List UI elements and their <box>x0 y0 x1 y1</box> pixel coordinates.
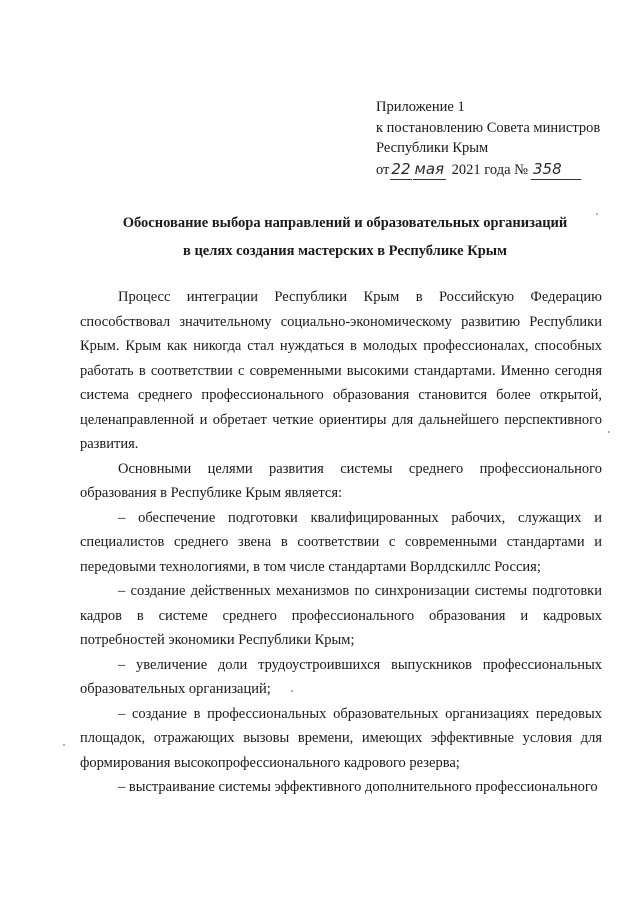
appendix-resolution-line: к постановлению Совета министров <box>376 119 601 136</box>
document-title <box>80 209 610 265</box>
scan-speck <box>291 690 293 692</box>
number-label: № <box>514 161 528 178</box>
appendix-title: Приложение 1 <box>376 99 465 115</box>
title-line-1: Обоснование выбора направлений и образовательных организаций <box>122 215 568 231</box>
list-item: – увеличение доли трудоустроившихся выпускников профессиональных образовательных организаций; <box>80 656 602 697</box>
date-prefix: от <box>376 161 390 178</box>
date-day-handwritten: 22 <box>390 159 411 181</box>
paragraph-intro: Процесс интеграции Республики Крым в Российскую Федерацию способствовал значительному социально-экономическому развитию Республики Крым. Крым как никогда стал нуждаться в молодых профессионалах, способных работать в соответствии с современными высокими стандартами. Именно сегодня система среднего профессионального образования становится более открытой, целенаправленной и обретает четкие ориентиры для дальнейшего перспективного развития. <box>80 289 602 452</box>
list-item: – выстраивание системы эффективного дополнительного профессионального <box>118 779 598 795</box>
appendix-header <box>376 97 600 180</box>
date-month-handwritten: мая <box>413 159 447 181</box>
list-item: – создание в профессиональных образовательных организациях передовых площадок, отражающих вызовы времени, имеющих эффективные условия для формирования высокопрофессионального кадрового резерва; <box>80 705 602 771</box>
title-line-2: в целях создания мастерских в Республике Крым <box>182 243 507 259</box>
date-year: 2021 года <box>451 161 511 178</box>
scan-speck <box>608 431 610 433</box>
appendix-date-line <box>376 159 600 181</box>
paragraph-goals: Основными целями развития системы среднего профессионального образования в Республике Крым является: <box>80 460 602 501</box>
document-body <box>80 285 602 800</box>
appendix-region-line: Республики Крым <box>376 140 489 156</box>
scan-speck <box>63 744 65 746</box>
document-number-handwritten: 358 <box>531 159 581 181</box>
list-item: – создание действенных механизмов по синхронизации системы подготовки кадров в системе среднего профессионального образования и кадровых потребностей экономики Республики Крым; <box>80 583 602 648</box>
scan-speck <box>596 213 598 215</box>
list-item: – обеспечение подготовки квалифицированных рабочих, служащих и специалистов среднего звена в соответствии с современными стандартами и передовыми технологиями, в том числе стандартами Ворлдскиллс Россия; <box>80 509 602 575</box>
